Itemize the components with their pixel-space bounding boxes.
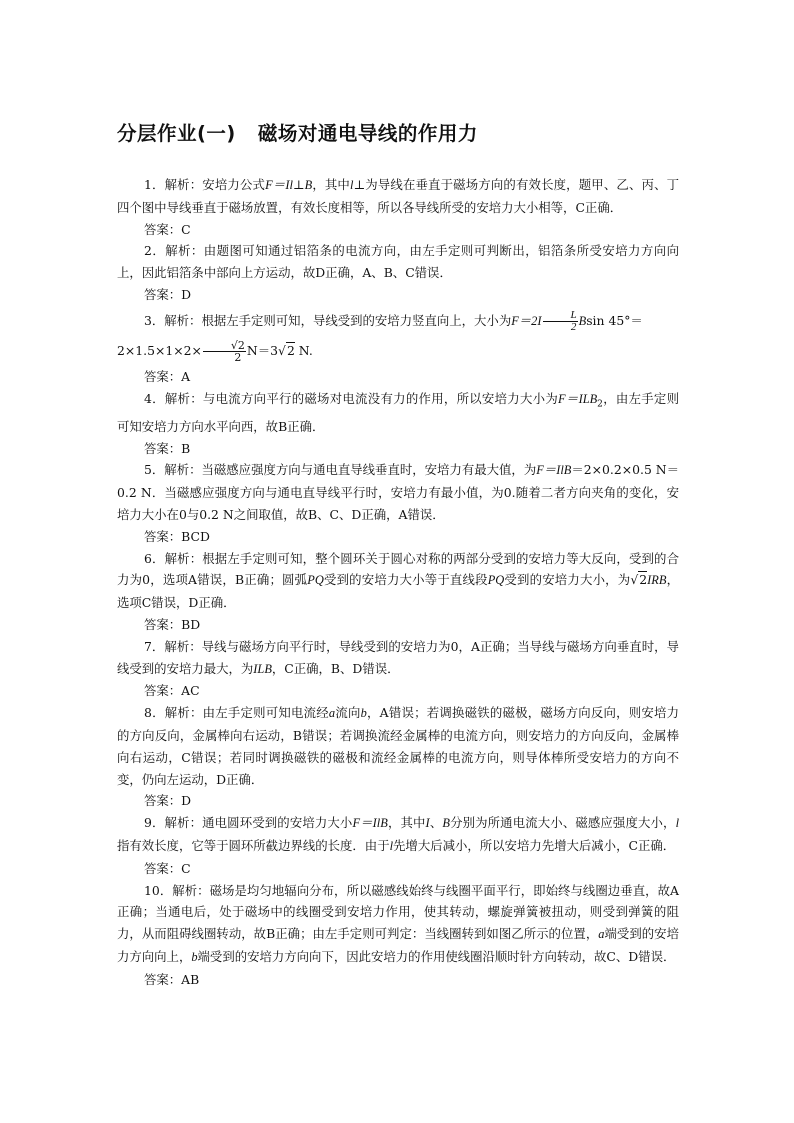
item-6-explanation: 6．解析：根据左手定则可知，整个圆环关于圆心对称的两部分受到的安培力等大反向，受到的合力为0，选项A错误，B正确；圆弧PQ受到的安培力大小等于直线段PQ受到的安培力大小，为√2IRB，选项C错误，D正确． — [117, 550, 680, 611]
item-10-answer: 答案：AB — [144, 971, 200, 987]
item-4-answer: 答案：B — [144, 440, 191, 456]
item-6-answer: 答案：BD — [144, 617, 201, 633]
title-text: 磁场对通电导线的作用力 — [257, 122, 478, 145]
item-4-explanation: 4．解析：与电流方向平行的磁场对电流没有力的作用，所以安培力大小为$F=ILB_2$，由左手定则可知安培力方向水平向西，故B正确． — [117, 390, 680, 434]
sqrt-fraction: $\frac{√2}{2}$ — [203, 340, 246, 363]
item-5-answer: 答案：BCD — [144, 528, 210, 544]
item-8-answer: 答案：D — [144, 793, 192, 809]
item-3-answer: 答案：A — [144, 368, 191, 384]
page-title — [117, 118, 679, 146]
sqrt: √2 — [278, 342, 295, 358]
item-8-explanation: 8．解析：由左手定则可知电流经a流向b，A错误；若调换磁铁的磁极，磁场方向反向，则安培力的方向反向，金属棒向右运动，B错误；若调换流经金属棒的电流方向，则安培力的方向反向，金属棒向右运动，C错误；若同时调换磁铁的磁极和流经金属棒的电流方向，则导体棒所受安培力的方向不变，仍向左运动，D正确． — [117, 705, 680, 787]
sqrt: √2 — [630, 572, 648, 588]
item-3-explanation: 3．解析：根据左手定则可知，导线受到的安培力竖直向上，大小为F＝2I $\frac{L}{2}$ Bsin 45°＝ 2×1.5×1×2× $\frac{√2}{2}$ N＝3√2 N. — [117, 308, 643, 364]
item-7-answer: 答案：AC — [144, 683, 200, 699]
title-label: 分层作业(一) — [117, 122, 236, 145]
item-2-answer: 答案：D — [144, 286, 192, 302]
item-7-explanation: 7．解析：导线与磁场方向平行时，导线受到的安培力为0，A正确；当导线与磁场方向垂直时，导线受到的安培力最大，为ILB，C正确，B、D错误． — [117, 638, 679, 676]
item-2-explanation: 2．解析：由题图可知通过铝箔条的电流方向，由左手定则可判断出，铝箔条所受安培力方向向上，因此铝箔条中部向上方运动，故D正确，A、B、C错误． — [117, 243, 680, 281]
fraction: $\frac{L}{2}$ — [543, 310, 578, 333]
item-9-explanation: 9．解析：通电圆环受到的安培力大小F＝IlB，其中I、B分别为所通电流大小、磁感应强度大小，l指有效长度，它等于圆环所截边界线的长度．由于l先增大后减小，所以安培力先增大后减小，C正确． — [117, 815, 680, 853]
answer-body — [117, 174, 679, 991]
item-1-explanation: 1．解析：安培力公式F＝Il⊥B，其中l⊥为导线在垂直于磁场方向的有效长度，题甲、乙、丙、丁四个图中导线垂直于磁场放置，有效长度相等，所以各导线所受的安培力大小相等，C正确． — [117, 177, 680, 215]
item-5-explanation: 5．解析：当磁感应强度方向与通电直导线垂直时，安培力有最大值，为F＝IlB＝2×0.2×0.5 N＝0.2 N．当磁感应强度方向与通电直导线平行时，安培力有最小值，为0.随着二者方向夹角的变化，安培力大小在0与0.2 N之间取值，故B、C、D正确，A错误． — [117, 462, 680, 523]
document-page — [117, 118, 679, 991]
item-10-explanation: 10．解析：磁场是均匀地辐向分布，所以磁感线始终与线圈平面平行，即始终与线圈边垂直，故A正确；当通电后，处于磁场中的线圈受到安培力作用，使其转动，螺旋弹簧被扭动，则受到弹簧的阻力，从而阻碍线圈转动，故B正确；由左手定则可判定：当线圈转到如图乙所示的位置，a端受到的安培力方向向上，b端受到的安培力方向向下，因此安培力的作用使线圈沿顺时针方向转动，故C、D错误． — [117, 882, 679, 964]
item-1-answer: 答案：C — [144, 221, 191, 237]
item-9-answer: 答案：C — [144, 860, 191, 876]
